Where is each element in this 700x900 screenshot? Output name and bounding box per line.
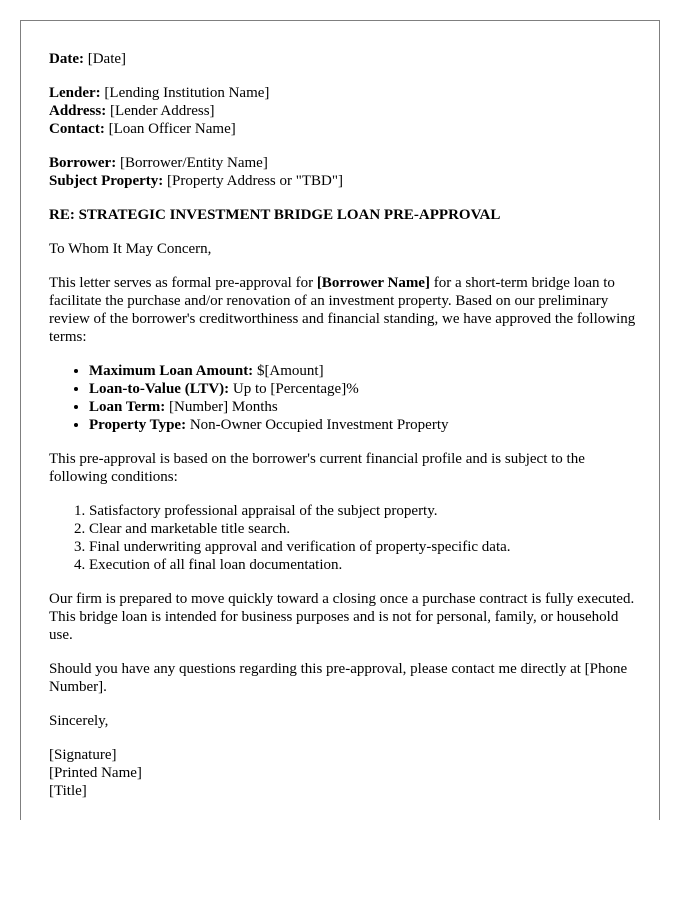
- term-label: Maximum Loan Amount:: [89, 363, 254, 379]
- subject-property-label: Subject Property:: [49, 173, 164, 189]
- title-placeholder: [Title]: [49, 783, 87, 799]
- printed-name-placeholder: [Printed Name]: [49, 765, 142, 781]
- intro-text-end: for a short-term bridge loan to facilitate the purchase and/or renovation of an investment property. Based on our preliminary review of the borrower's creditworthiness and financial standing, we have approved the following terms:: [49, 275, 636, 345]
- term-value: Up to [Percentage]%: [229, 381, 359, 397]
- contact-value: [Loan Officer Name]: [104, 121, 236, 137]
- term-label: Loan Term:: [89, 399, 166, 415]
- intro-paragraph: [49, 274, 639, 346]
- borrower-line: [49, 154, 639, 172]
- date-value: [Date]: [83, 51, 127, 67]
- contact-paragraph: Should you have any questions regarding this pre-approval, please contact me directly at [Phone Number].: [49, 661, 628, 695]
- term-value: [Number] Months: [165, 399, 278, 415]
- subject-line: [49, 206, 639, 224]
- borrower-value: [Borrower/Entity Name]: [116, 155, 268, 171]
- signature-placeholder: [Signature]: [49, 747, 117, 763]
- intro-borrower-name: [Borrower Name]: [316, 275, 430, 291]
- salutation: To Whom It May Concern,: [49, 241, 212, 257]
- borrower-block: [49, 154, 639, 190]
- term-value: Non-Owner Occupied Investment Property: [186, 417, 449, 433]
- date-label: Date:: [49, 51, 84, 67]
- term-item: [89, 380, 639, 398]
- term-value: $[Amount]: [253, 363, 324, 379]
- intro-text-start: This letter serves as formal pre-approval for: [49, 275, 317, 291]
- term-item: [89, 362, 639, 380]
- subject-property-line: [49, 172, 639, 190]
- contact-line: [49, 120, 639, 138]
- lender-value: [Lending Institution Name]: [100, 85, 270, 101]
- address-line: [49, 102, 639, 120]
- term-item: [89, 416, 639, 434]
- contact-label: Contact:: [49, 121, 105, 137]
- signature-block: [49, 746, 639, 800]
- borrower-label: Borrower:: [49, 155, 117, 171]
- conditions-list: [49, 502, 639, 574]
- letter-content: [49, 50, 639, 800]
- term-label: Loan-to-Value (LTV):: [89, 381, 230, 397]
- lender-line: [49, 84, 639, 102]
- condition-item: 4. Execution of all final loan documentation.: [89, 556, 639, 574]
- closing-paragraph: Our firm is prepared to move quickly toward a closing once a purchase contract is fully executed. This bridge loan is intended for business purposes and is not for personal, family, or household use.: [49, 591, 635, 643]
- term-label: Property Type:: [89, 417, 187, 433]
- conditions-intro: This pre-approval is based on the borrower's current financial profile and is subject to the following conditions:: [49, 451, 585, 485]
- address-label: Address:: [49, 103, 107, 119]
- terms-list: [49, 362, 639, 434]
- letter-page: [20, 20, 660, 820]
- condition-item: 2. Clear and marketable title search.: [89, 520, 639, 538]
- lender-label: Lender:: [49, 85, 101, 101]
- signoff: Sincerely,: [49, 713, 109, 729]
- subject-property-value: [Property Address or "TBD"]: [163, 173, 344, 189]
- date-line: [49, 50, 639, 68]
- condition-item: 3. Final underwriting approval and verification of property-specific data.: [89, 538, 639, 556]
- subject-line-text: RE: STRATEGIC INVESTMENT BRIDGE LOAN PRE-APPROVAL: [49, 207, 501, 223]
- address-value: [Lender Address]: [106, 103, 215, 119]
- term-item: [89, 398, 639, 416]
- lender-block: [49, 84, 639, 138]
- condition-item: 1. Satisfactory professional appraisal of the subject property.: [89, 502, 639, 520]
